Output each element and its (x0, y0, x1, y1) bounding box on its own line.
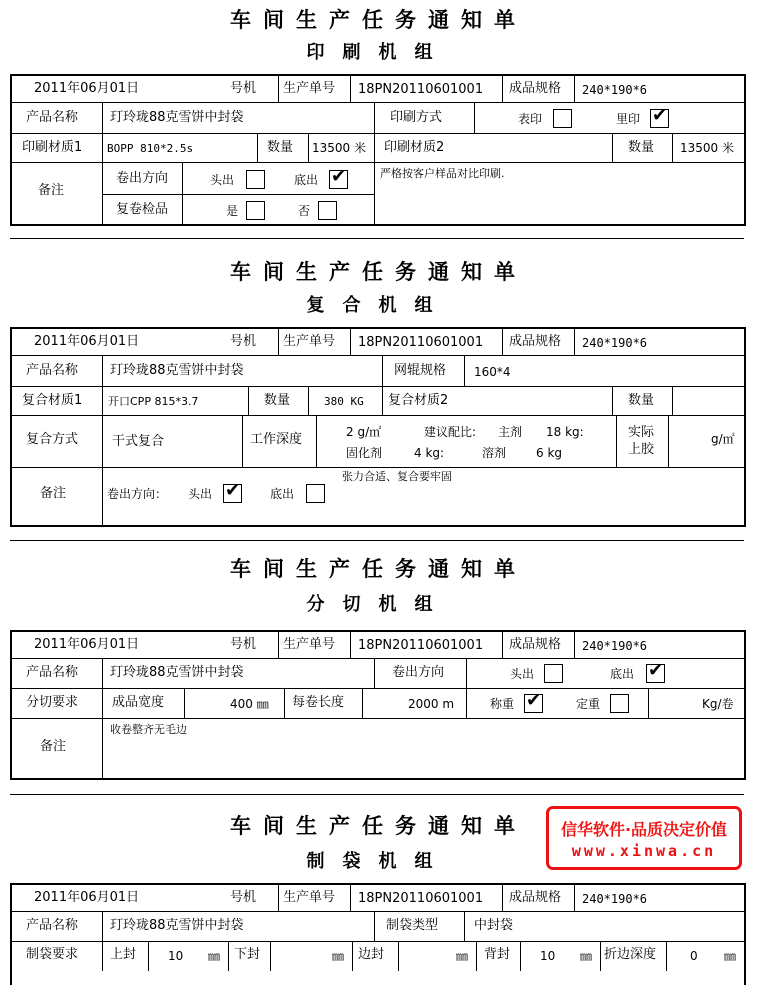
roll-direction-label: 卷出方向 (392, 665, 445, 680)
lamination-method-label: 复合方式 (26, 432, 79, 447)
spec: 240*190*6 (582, 336, 648, 350)
roll-length-label: 每卷长度 (292, 695, 345, 710)
remark-label: 备注 (40, 739, 67, 754)
product-name: 玎玲珑88克雪饼中封袋 (110, 110, 244, 125)
order-no: 18PN20110601001 (358, 82, 484, 97)
order-no-label: 生产单号 (283, 637, 336, 652)
machine-label: 号机 (230, 637, 257, 652)
machine-label: 号机 (230, 890, 257, 905)
finished-width-label: 成品宽度 (112, 695, 165, 710)
section-divider (10, 794, 744, 795)
material1: 开口CPP 815*3.7 (108, 395, 199, 408)
spec-label: 成品规格 (509, 637, 562, 652)
head-out-label: 头出 (210, 173, 235, 187)
product-name: 玎玲珑88克雪饼中封袋 (110, 363, 244, 378)
section-subtitle: 印刷机组 (306, 42, 451, 63)
date: 2011年06月01日 (34, 890, 140, 905)
spec-label: 成品规格 (509, 890, 562, 905)
inner-print-label: 里印 (616, 112, 641, 126)
inner-print-checkbox[interactable]: ✔ (652, 105, 668, 126)
lamination-unit-table (10, 327, 746, 527)
machine-label: 号机 (230, 334, 257, 349)
xinwa-watermark-stamp (546, 806, 742, 870)
finished-width: 400 ㎜ (230, 697, 269, 711)
remark-label: 备注 (40, 486, 67, 501)
glue-gsm: 2 g/㎡ (346, 425, 382, 439)
surface-print-checkbox[interactable] (553, 109, 572, 128)
bag-making-unit-table (10, 883, 746, 985)
quantity2-label: 数量 (628, 140, 655, 155)
bottom-out-label: 底出 (270, 487, 295, 501)
actual-glue-label: 实际 (628, 425, 655, 440)
spec-label: 成品规格 (509, 334, 562, 349)
actual-glue-unit: g/㎡ (711, 432, 735, 446)
mesh-roll-label: 网辊规格 (394, 363, 447, 378)
head-out-label: 头出 (188, 487, 213, 501)
stamp-url: www.xinwa.cn (571, 842, 717, 860)
product-name: 玎玲珑88克雪饼中封袋 (110, 665, 244, 680)
side-seal-unit: ㎜ (456, 949, 469, 963)
bag-type-label: 制袋类型 (386, 918, 439, 933)
fold-depth-value: 0 (690, 949, 698, 963)
fold-depth-label: 折边深度 (604, 947, 657, 962)
form-title: 车间生产任务通知单 (230, 556, 527, 581)
top-seal-label: 上封 (110, 947, 137, 962)
ratio-label: 建议配比: (424, 425, 477, 439)
machine-label: 号机 (230, 81, 257, 96)
top-seal-unit: ㎜ (208, 949, 221, 963)
curing-agent-qty: 4 kg: (414, 446, 445, 460)
no-label: 否 (298, 204, 311, 218)
back-seal-value: 10 (540, 949, 556, 963)
bottom-seal-unit: ㎜ (332, 949, 345, 963)
date: 2011年06月01日 (34, 637, 140, 652)
quantity2-label: 数量 (628, 393, 655, 408)
yes-label: 是 (226, 204, 239, 218)
back-seal-unit: ㎜ (580, 949, 593, 963)
product-label: 产品名称 (26, 110, 79, 125)
section-divider (10, 540, 744, 541)
stamp-slogan: 信华软件·品质决定价值 (560, 820, 728, 839)
side-seal-label: 边封 (358, 947, 385, 962)
bottom-out-label: 底出 (610, 667, 635, 681)
bottom-seal-label: 下封 (234, 947, 261, 962)
material2-label: 复合材质2 (388, 393, 449, 408)
material2-label: 印刷材质2 (384, 140, 445, 155)
remark-note: 收卷整齐无毛边 (110, 723, 187, 736)
material1-label: 印刷材质1 (22, 140, 83, 155)
mesh-roll-spec: 160*4 (474, 365, 511, 379)
quantity: 13500 米 (312, 141, 366, 155)
slitting-unit-table (10, 630, 746, 780)
fold-depth-unit: ㎜ (724, 949, 737, 963)
order-no-label: 生产单号 (283, 81, 336, 96)
material1: BOPP 810*2.5s (107, 142, 194, 155)
main-agent-qty: 18 kg: (546, 425, 584, 439)
product-label: 产品名称 (26, 363, 79, 378)
surface-print-label: 表印 (518, 112, 543, 126)
main-agent-label: 主剂 (498, 425, 523, 439)
section-subtitle: 分切机组 (306, 594, 451, 615)
roll-length: 2000 m (408, 697, 455, 711)
order-no-label: 生产单号 (283, 334, 336, 349)
unit-label: Kg/卷 (702, 697, 734, 711)
date: 2011年06月01日 (34, 81, 140, 96)
actual-glue-label-2: 上胶 (628, 442, 655, 457)
material1-label: 复合材质1 (22, 393, 83, 408)
slitting-requirement-label: 分切要求 (26, 695, 79, 710)
form-title: 车间生产任务通知单 (230, 813, 527, 838)
roll-direction-label: 卷出方向 (116, 171, 169, 186)
no-checkbox[interactable] (318, 201, 337, 220)
curing-agent-label: 固化剂 (346, 446, 383, 460)
bottom-out-checkbox[interactable]: ✔ (331, 166, 347, 187)
spec-label: 成品规格 (509, 81, 562, 96)
form-title: 车间生产任务通知单 (230, 259, 527, 284)
print-method-label: 印刷方式 (390, 110, 443, 125)
order-no: 18PN20110601001 (358, 891, 484, 906)
remark-note: 严格按客户样品对比印刷. (380, 167, 505, 180)
head-out-label: 头出 (510, 667, 535, 681)
section-subtitle: 复合机组 (306, 295, 451, 316)
bottom-out-label: 底出 (294, 173, 319, 187)
order-no-label: 生产单号 (283, 890, 336, 905)
remark-note: 张力合适、复合要牢固 (342, 470, 452, 483)
fixed-weight-label: 定重 (576, 697, 601, 711)
spec: 240*190*6 (582, 639, 648, 653)
spec: 240*190*6 (582, 83, 648, 97)
bottom-out-checkbox[interactable]: ✔ (648, 660, 664, 681)
product-label: 产品名称 (26, 918, 79, 933)
product-label: 产品名称 (26, 665, 79, 680)
weigh-label: 称重 (490, 697, 515, 711)
print-unit-table (10, 74, 746, 226)
order-no: 18PN20110601001 (358, 335, 484, 350)
bag-type: 中封袋 (474, 918, 514, 933)
date: 2011年06月01日 (34, 334, 140, 349)
bottom-out-checkbox[interactable] (306, 484, 325, 503)
weigh-checkbox[interactable]: ✔ (526, 690, 542, 711)
remark-label: 备注 (38, 183, 65, 198)
bag-requirement-label: 制袋要求 (26, 947, 79, 962)
work-depth-label: 工作深度 (250, 432, 303, 447)
rewind-inspect-label: 复卷检品 (116, 202, 169, 217)
head-out-checkbox[interactable] (544, 664, 563, 683)
quantity-label: 数量 (264, 393, 291, 408)
yes-checkbox[interactable] (246, 201, 265, 220)
solvent-label: 溶剂 (482, 446, 507, 460)
top-seal-value: 10 (168, 949, 184, 963)
product-name: 玎玲珑88克雪饼中封袋 (110, 918, 244, 933)
roll-direction-label: 卷出方向： (107, 487, 168, 501)
quantity2: 13500 米 (680, 141, 734, 155)
spec: 240*190*6 (582, 892, 648, 906)
section-divider (10, 238, 744, 239)
solvent-qty: 6 kg (536, 446, 563, 460)
lamination-method: 干式复合 (112, 434, 165, 449)
section-subtitle: 制袋机组 (306, 851, 451, 872)
head-out-checkbox[interactable]: ✔ (225, 480, 241, 501)
back-seal-label: 背封 (484, 947, 511, 962)
quantity: 380 KG (324, 395, 364, 408)
head-out-checkbox[interactable] (246, 170, 265, 189)
form-title: 车间生产任务通知单 (230, 7, 527, 32)
quantity-label: 数量 (267, 140, 294, 155)
fixed-weight-checkbox[interactable] (610, 694, 629, 713)
order-no: 18PN20110601001 (358, 638, 484, 653)
